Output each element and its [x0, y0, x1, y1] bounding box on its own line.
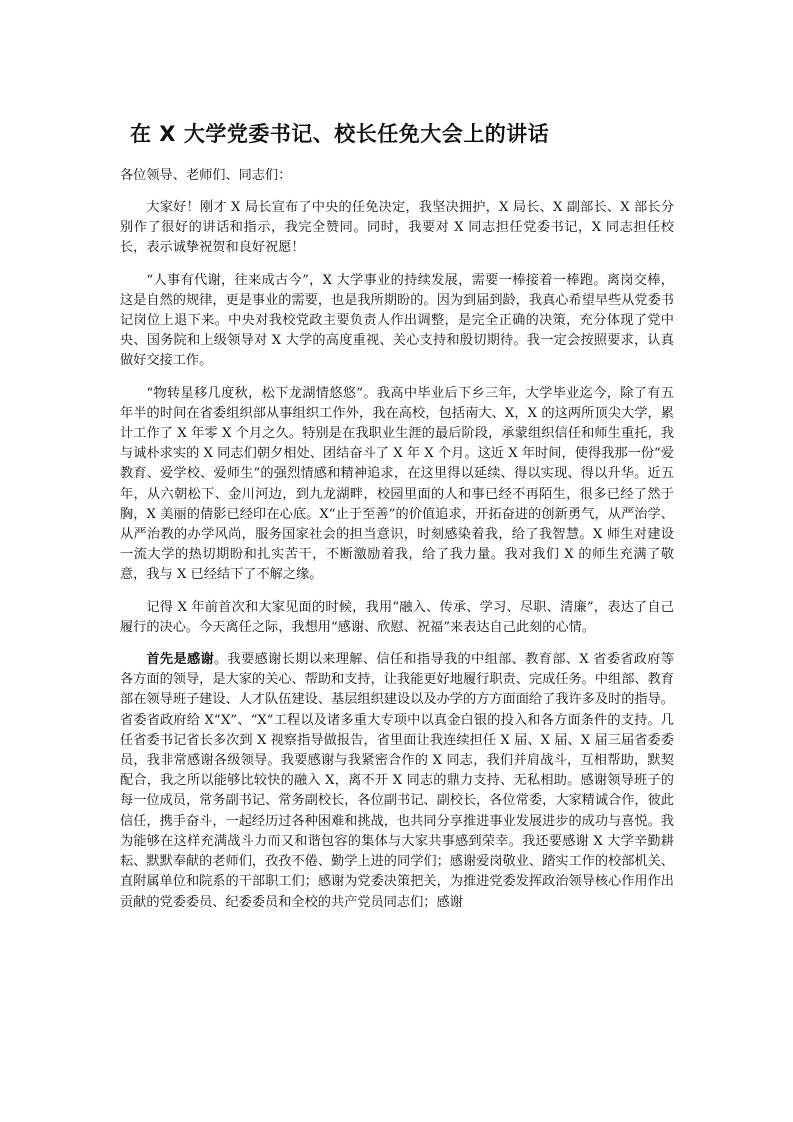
paragraph-2-text: “人事有代谢，往来成古今”，X 大学事业的持续发展，需要一棒接着一棒跑。离岗交棒，这是自然的规律，更是事业的需要，也是我所期盼的。因为到届到龄，我真心希望早些从党委书记岗位上退下来。中央对我校党政主要负责人作出调整，是完全正确的决策，充分体现了党中央、国务院和上级领导对 X 大学的高度重视、关心支持和殷切期待。我一定会按照要求，认真做好交接工作。: [120, 272, 674, 369]
paragraph-5: [120, 650, 674, 913]
paragraph-5-text: 。我要感谢长期以来理解、信任和指导我的中组部、教育部、X 省委省政府等各方面的领导，是大家的关心、帮助和支持，让我能更好地履行职责、完成任务。中组部、教育部在领导班子建设、人才队伍建设、基层组织建设以及办学的方方面面给了我许多及时的指导。省委省政府给 X“X”、“X”工程以及诸多重大专项中以真金白银的投入和各方面条件的支持。几任省委书记省长多次到 X 视察指导做报告，省里面让我连续担任 X 届、X 届、X 届三届省委委员，我非常感谢各级领导。我要感谢与我紧密合作的 X 同志，我们并肩战斗，互相帮助，默契配合，我之所以能够比较快的融入 X，离不开 X 同志的鼎力支持、无私相助。感谢领导班子的每一位成员，常务副书记、常务副校长，各位副书记、副校长，各位常委，大家精诚合作，彼此信任，携手奋斗，一起经历过各种困难和挑战，也共同分享推进事业发展进步的成功与喜悦。我为能够在这样充满战斗力而又和谐包容的集体与大家共事感到荣幸。我还要感谢 X 大学辛勤耕耘、默默奉献的老师们，孜孜不倦、勤学上进的同学们；感谢爱岗敬业、踏实工作的校部机关、直附属单位和院系的干部职工们；感谢为党委决策把关，为推进党委发挥政治领导核心作用作出贡献的党委委员、纪委委员和全校的共产党员同志们；感谢: [120, 652, 675, 910]
document-page: [120, 118, 674, 925]
paragraph-3-text: “物转星移几度秋，松下龙湖情悠悠”。我高中毕业后下乡三年，大学毕业迄今，除了有五年半的时间在省委组织部从事组织工作外，我在高校，包括南大、X，X 的这两所顶尖大学，累计工作了 X 年零 X 个月之久。特别是在我职业生涯的最后阶段，承蒙组织信任和师生重托，我与诚朴求实的 X 同志们朝夕相处、团结奋斗了 X 年 X 个月。这近 X 年时间，使得我那一份“爱教育、爱学校、爱师生”的强烈情感和精神追求，在这里得以延续、得以实现、得以升华。近五年，从六朝松下、金川河边，到九龙湖畔，校园里面的人和事已经不再陌生，很多已经了然于胸，X 美丽的倩影已经印在心底。X“止于至善”的价值追求，开拓奋进的创新勇气，从严治学、从严治教的办学风尚，服务国家社会的担当意识，时刻感染着我，给了我智慧。X 师生对建设一流大学的热切期盼和扎实苦干，不断激励着我，给了我力量。我对我们 X 的师生充满了敬意，我与 X 已经结下了不解之缘。: [120, 385, 674, 583]
salutation: 各位领导、老师们、同志们：: [120, 168, 292, 183]
document-title: 在 X 大学党委书记、校长任免大会上的讲话: [130, 122, 550, 146]
paragraph-3: [120, 384, 674, 586]
paragraph-2: [120, 271, 674, 372]
paragraph-1-text: 大家好！刚才 X 局长宣布了中央的任免决定，我坚决拥护，X 局长、X 副部长、X 部长分别作了很好的讲话和指示，我完全赞同。同时，我要对 X 同志担任党委书记，X 同志担任校长，表示诚挚祝贺和良好祝愿！: [120, 200, 674, 256]
paragraph-1: [120, 198, 674, 259]
paragraph-5-lead: 首先是感谢: [146, 652, 215, 668]
paragraph-4: [120, 598, 674, 638]
paragraph-4-text: 记得 X 年前首次和大家见面的时候，我用“融入、传承、学习、尽职、清廉”，表达了自己履行的决心。今天离任之际，我想用“感谢、欣慰、祝福”来表达自己此刻的心情。: [120, 599, 674, 635]
